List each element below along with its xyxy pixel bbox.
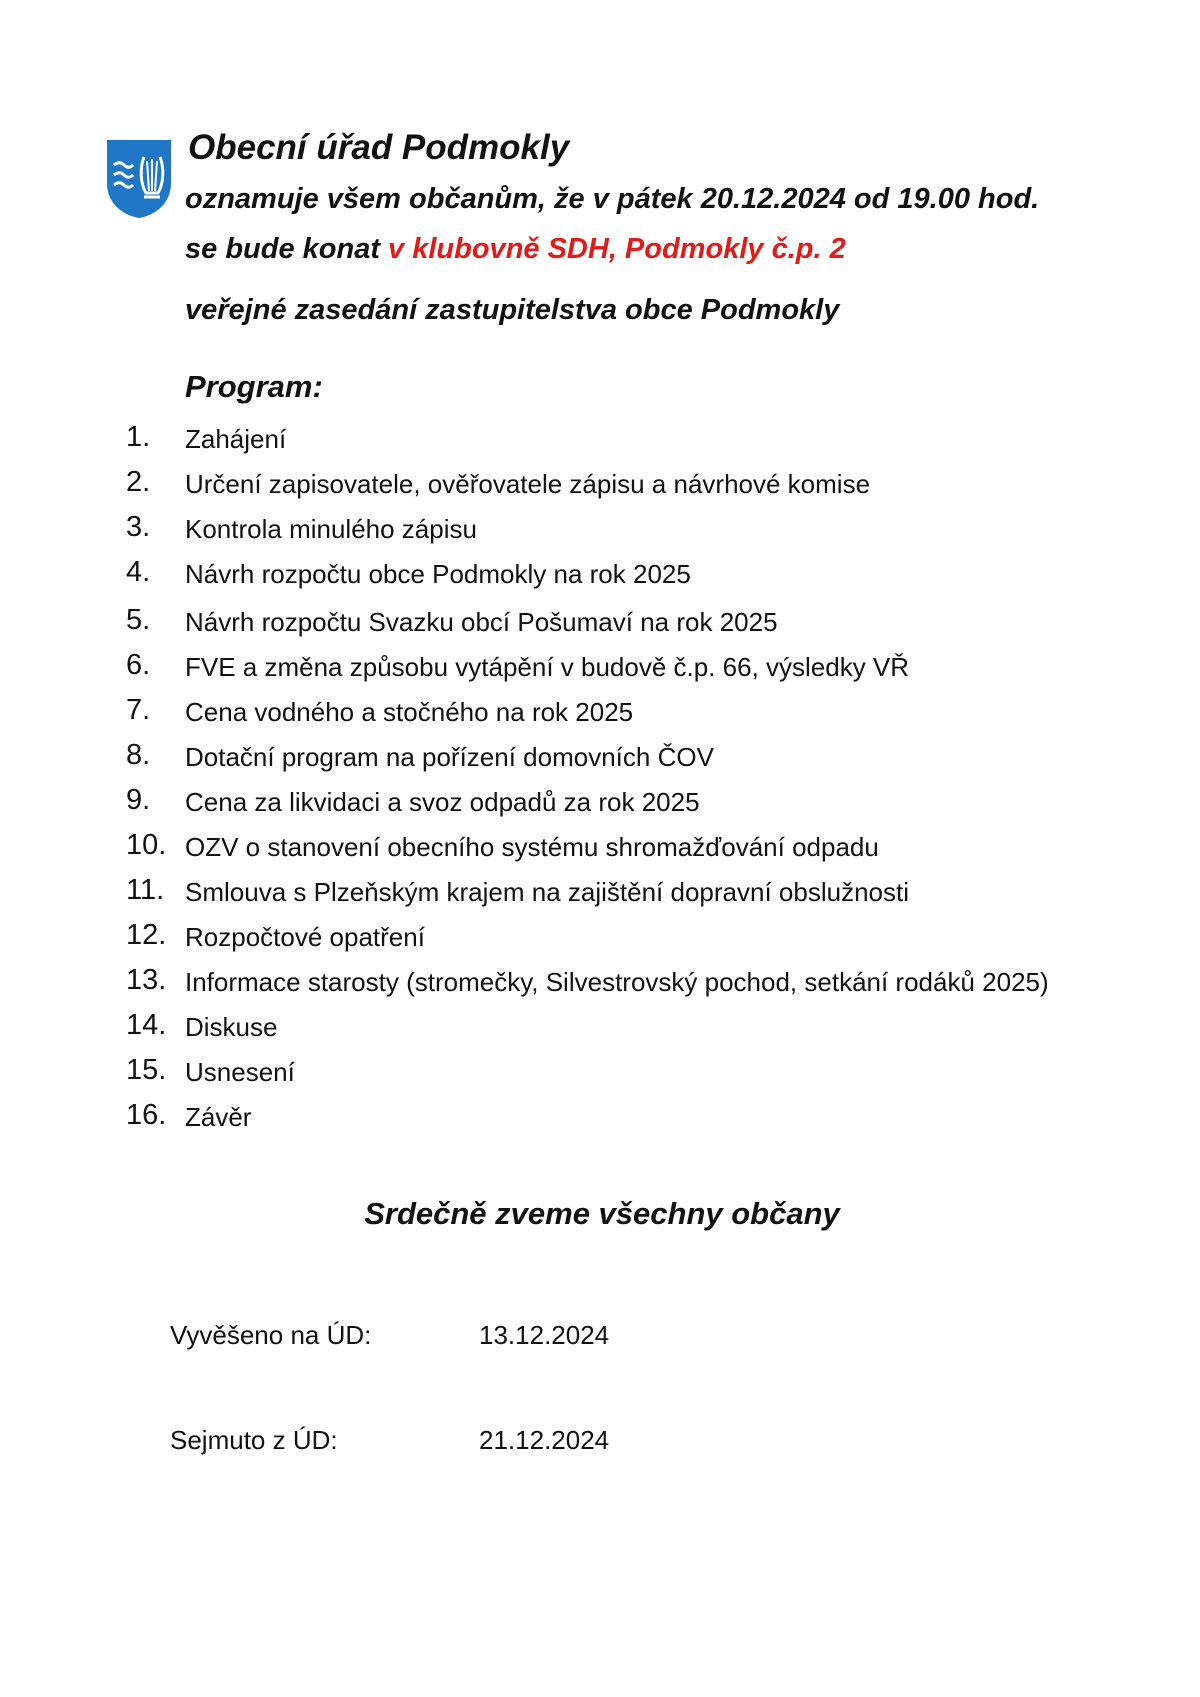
- program-item-text: Informace starosty (stromečky, Silvestrovský pochod, setkání rodáků 2025): [185, 967, 1049, 997]
- program-item-text: Cena vodného a stočného na rok 2025: [185, 697, 634, 727]
- removed-date: 21.12.2024: [479, 1425, 610, 1455]
- venue-line-prefix: se bude konat: [185, 233, 389, 265]
- program-item-number: 9.: [126, 784, 151, 816]
- posted-date: 13.12.2024: [479, 1320, 610, 1350]
- removed-label: Sejmuto z ÚD:: [170, 1425, 338, 1455]
- program-item-number: 16.: [126, 1099, 167, 1131]
- posted-label: Vyvěšeno na ÚD:: [170, 1320, 372, 1350]
- program-item-text: Závěr: [185, 1102, 252, 1132]
- program-item-number: 13.: [126, 964, 167, 996]
- program-item-number: 6.: [126, 649, 151, 681]
- program-item-text: Cena za likvidaci a svoz odpadů za rok 2025: [185, 787, 700, 817]
- program-item-number: 14.: [126, 1009, 167, 1041]
- program-item-number: 11.: [126, 874, 165, 906]
- program-item-number: 8.: [126, 739, 151, 771]
- office-title: Obecní úřad Podmokly: [188, 128, 570, 167]
- venue-location: v klubovně SDH, Podmokly č.p. 2: [388, 233, 846, 265]
- announcement-line: oznamuje všem občanům, že v pátek 20.12.2024 od 19.00 hod.: [185, 183, 1040, 215]
- program-heading: Program:: [185, 369, 323, 404]
- program-item-number: 7.: [126, 694, 151, 726]
- program-item-number: 3.: [126, 511, 151, 543]
- program-item-text: Smlouva s Plzeňským krajem na zajištění dopravní obslužnosti: [185, 877, 909, 907]
- program-item-text: Diskuse: [185, 1012, 278, 1042]
- municipal-crest-icon: [106, 139, 172, 219]
- program-item-number: 10.: [126, 829, 167, 861]
- invitation-text: Srdečně zveme všechny občany: [364, 1196, 840, 1231]
- program-item-number: 5.: [126, 604, 151, 636]
- program-item-number: 1.: [126, 421, 151, 453]
- program-item-number: 12.: [126, 919, 167, 951]
- program-item-text: Určení zapisovatele, ověřovatele zápisu a návrhové komise: [185, 469, 871, 499]
- program-item-text: Zahájení: [185, 424, 287, 454]
- program-item-number: 4.: [126, 556, 151, 588]
- program-item-number: 2.: [126, 466, 151, 498]
- program-item-text: OZV o stanovení obecního systému shromažďování odpadu: [185, 832, 879, 862]
- program-item-text: Návrh rozpočtu obce Podmokly na rok 2025: [185, 559, 691, 589]
- meeting-type-line: veřejné zasedání zastupitelstva obce Podmokly: [185, 294, 840, 326]
- program-item-text: Návrh rozpočtu Svazku obcí Pošumaví na rok 2025: [185, 607, 778, 637]
- program-item-text: Rozpočtové opatření: [185, 922, 425, 952]
- program-item-text: Usnesení: [185, 1057, 295, 1087]
- program-item-text: Dotační program na pořízení domovních ČOV: [185, 742, 714, 772]
- venue-line: [185, 233, 846, 266]
- program-item-text: Kontrola minulého zápisu: [185, 514, 477, 544]
- program-item-text: FVE a změna způsobu vytápění v budově č.p. 66, výsledky VŘ: [185, 652, 910, 682]
- program-item-number: 15.: [126, 1054, 167, 1086]
